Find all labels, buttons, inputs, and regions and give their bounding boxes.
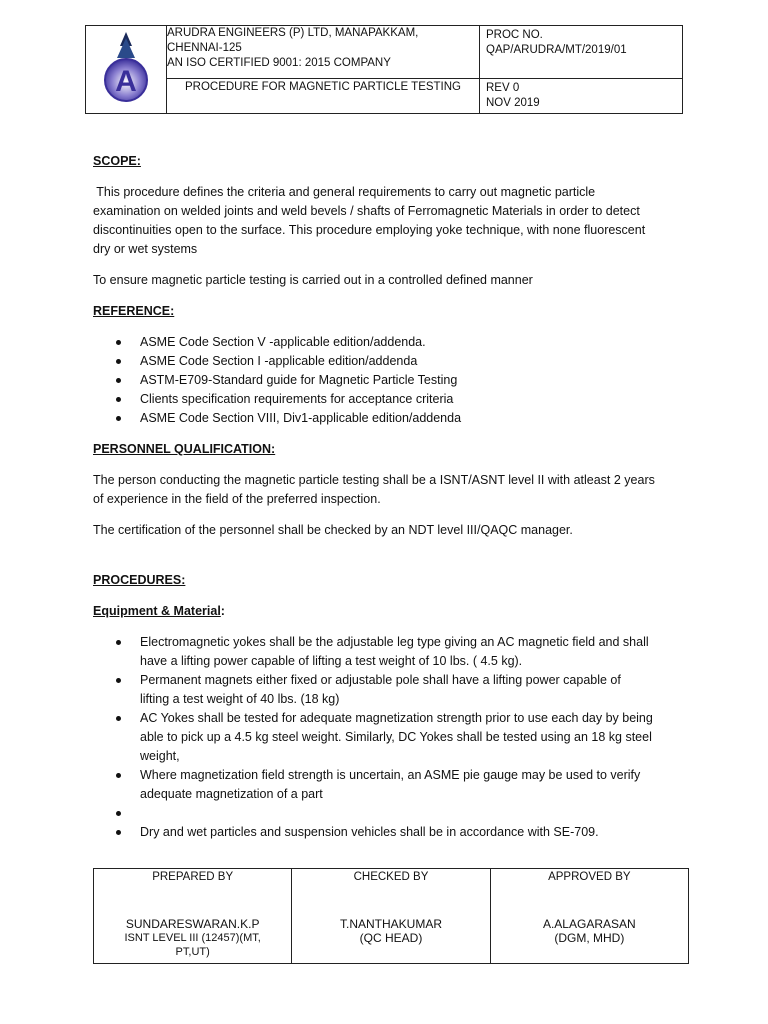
approved-by-cell (490, 869, 688, 964)
checked-by-role: (QC HEAD) (359, 931, 423, 945)
prepared-by-role: ISNT LEVEL III (12457)(MT, (124, 932, 261, 944)
equipment-subheading (93, 602, 683, 621)
signature-table (93, 868, 689, 964)
personnel-heading: PERSONNEL QUALIFICATION: (93, 442, 276, 456)
list-item-line: Electromagnetic yokes shall be the adjustable leg type giving an AC magnetic field and shall (140, 635, 649, 649)
scope-heading: SCOPE: (93, 154, 141, 168)
reference-list (93, 333, 683, 428)
scope-objective: To ensure magnetic particle testing is carried out in a controlled defined manner (93, 273, 533, 287)
list-item-line: Permanent magnets either fixed or adjustable pole shall have a lifting power capable of (140, 673, 621, 687)
list-item (93, 766, 683, 804)
list-item (93, 823, 683, 842)
checked-by-name: T.NANTHAKUMAR (339, 917, 442, 931)
company-city: CHENNAI-125 (167, 42, 242, 54)
list-item-line: lifting a test weight of 40 lbs. (18 kg) (140, 692, 340, 706)
equipment-list (93, 633, 683, 842)
approved-by-name: A.ALAGARASAN (542, 917, 636, 931)
proc-info (480, 26, 683, 79)
prepared-by-cell (94, 869, 292, 964)
list-item: ASME Code Section I -applicable edition/addenda (93, 352, 683, 371)
personnel-line: The person conducting the magnetic particle testing shall be a ISNT/ASNT level II with atleast 2 years (93, 473, 655, 487)
list-item-line: Dry and wet particles and suspension vehicles shall be in accordance with SE-709. (140, 825, 599, 839)
scope-line: discontinuities open to the surface. This procedure employing yoke technique, with none fluorescent (93, 223, 646, 237)
company-logo-cell (86, 26, 167, 114)
list-item-line: able to pick up a 4.5 kg steel weight. Similarly, DC Yokes shall be tested using an 18 kg steel (140, 730, 652, 744)
certification-paragraph: The certification of the personnel shall be checked by an NDT level III/QAQC manager. (93, 523, 573, 537)
list-item-line: have a lifting power capable of lifting a test weight of 10 lbs. ( 4.5 kg). (140, 654, 523, 668)
list-item: ASTM-E709-Standard guide for Magnetic Particle Testing (93, 371, 683, 390)
list-item-empty (93, 804, 683, 823)
scope-line: examination on welded joints and weld bevels / shafts of Ferromagnetic Materials in order to detect (93, 204, 640, 218)
revision-date: NOV 2019 (486, 97, 540, 109)
company-name: ARUDRA ENGINEERS (P) LTD, MANAPAKKAM, (167, 27, 419, 39)
list-item (93, 633, 683, 671)
personnel-paragraph (93, 471, 683, 509)
list-item-line: Where magnetization field strength is uncertain, an ASME pie gauge may be used to verify (140, 768, 641, 782)
scope-line: This procedure defines the criteria and general requirements to carry out magnetic particle (93, 185, 596, 199)
document-body (93, 152, 683, 842)
scope-line: dry or wet systems (93, 242, 198, 256)
list-item-line: adequate magnetization of a part (140, 787, 323, 801)
revision-info (480, 79, 683, 114)
reference-heading: REFERENCE: (93, 304, 175, 318)
company-certification: AN ISO CERTIFIED 9001: 2015 COMPANY (167, 57, 391, 69)
list-item: ASME Code Section VIII, Div1-applicable edition/addenda (93, 409, 683, 428)
list-item (93, 709, 683, 766)
list-item: ASME Code Section V -applicable edition/addenda. (93, 333, 683, 352)
prepared-by-title: PREPARED BY (152, 871, 234, 883)
approved-by-title: APPROVED BY (548, 871, 631, 883)
proc-number: QAP/ARUDRA/MT/2019/01 (486, 44, 627, 56)
procedures-heading: PROCEDURES: (93, 573, 186, 587)
list-item (93, 671, 683, 709)
checked-by-cell (292, 869, 490, 964)
approved-by-role: (DGM, MHD) (554, 931, 625, 945)
document-title: PROCEDURE FOR MAGNETIC PARTICLE TESTING (167, 79, 480, 114)
list-item-line: AC Yokes shall be tested for adequate magnetization strength prior to use each day by being (140, 711, 653, 725)
list-item-line: weight, (140, 749, 180, 763)
personnel-line: of experience in the field of the preferred inspection. (93, 492, 381, 506)
scope-paragraph (93, 183, 683, 259)
equipment-subheading-text: Equipment & Material (93, 604, 221, 618)
proc-label: PROC NO. (486, 29, 543, 41)
prepared-by-name: SUNDARESWARAN.K.P (125, 917, 260, 931)
document-header (85, 25, 683, 114)
equipment-subheading-colon: : (220, 604, 225, 618)
prepared-by-role: PT,UT) (175, 946, 210, 958)
company-info (167, 26, 480, 79)
list-item: Clients specification requirements for acceptance criteria (93, 390, 683, 409)
company-logo-icon (96, 28, 156, 108)
logo-letter: A (115, 65, 137, 98)
revision-label: REV 0 (486, 82, 520, 94)
checked-by-title: CHECKED BY (353, 871, 429, 883)
